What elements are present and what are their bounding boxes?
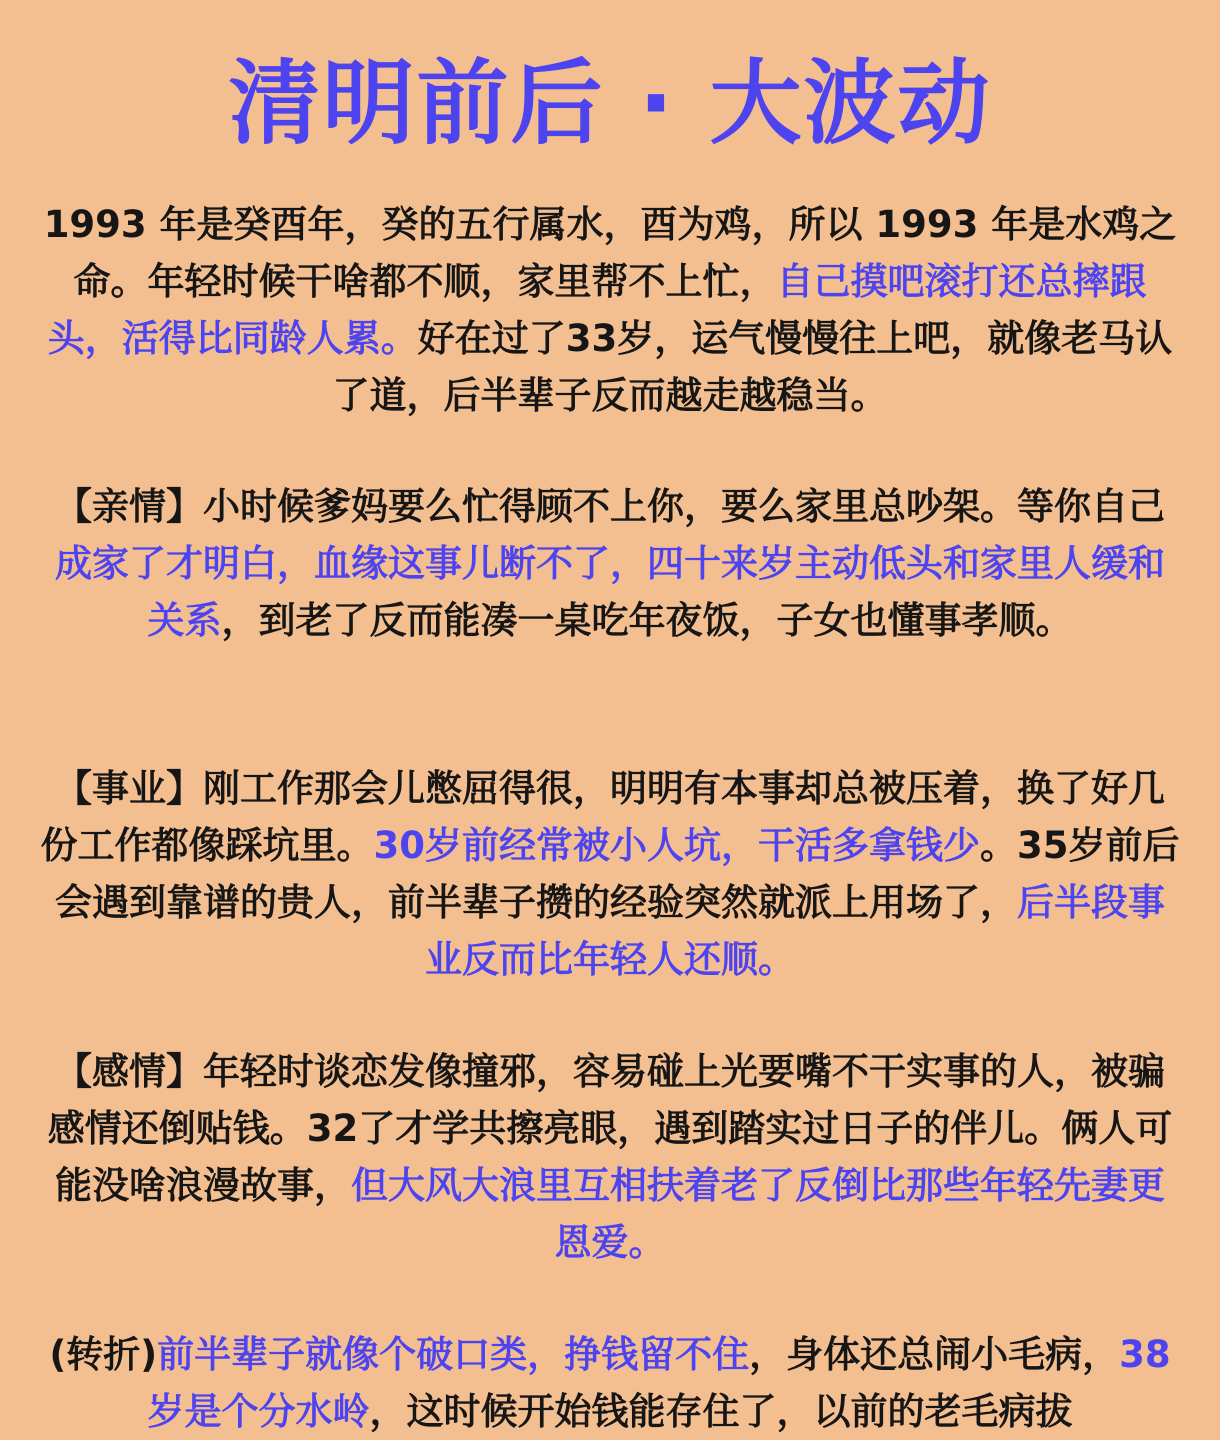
highlighted-text: 但大风大浪里互相扶着老了反倒比那些年轻先妻更恩爱。 bbox=[351, 1164, 1165, 1264]
highlighted-text: 成家了才明白，血缘这事儿断不了，四十来岁主动低头和家里人缓和关系 bbox=[55, 542, 1165, 642]
paragraph-text: 【亲情】小时候爹妈要么忙得顾不上你，要么家里总吵架。等你自己 bbox=[55, 485, 1165, 528]
paragraph-family bbox=[40, 478, 1180, 649]
highlighted-text: 30岁前经常被小人坑，干活多拿钱少 bbox=[373, 824, 980, 867]
paragraph-intro bbox=[40, 196, 1180, 424]
paragraph-text: ，这时候开始钱能存住了，以前的老毛病拔 bbox=[369, 1390, 1073, 1433]
paragraph-text: 。35岁前后会遇到靠谱的贵人，前半辈子攒的经验突然就派上用场了， bbox=[55, 824, 1180, 924]
paragraph-love bbox=[40, 1043, 1180, 1271]
paragraph-text: 【事业】刚工作那会儿憋屈得很，明明有本事却总被压着，换了好几份工作都像踩坑里。 bbox=[40, 767, 1165, 867]
paragraph-text: ，身体还总闹小毛病， bbox=[749, 1333, 1120, 1376]
paragraph-text: 1993 年是癸酉年，癸的五行属水，酉为鸡，所以 1993 年是水鸡之命。年轻时候干啥都不顺，家里帮不上忙， bbox=[43, 203, 1177, 303]
paragraph-text: 好在过了33岁，运气慢慢往上吧，就像老马认了道，后半辈子反而越走越稳当。 bbox=[332, 317, 1173, 417]
paragraph-text: (转折) bbox=[49, 1333, 158, 1376]
highlighted-text: 自己摸吧滚打还总摔跟头，活得比同龄人累。 bbox=[47, 260, 1147, 360]
highlighted-text: 后半段事业反而比年轻人还顺。 bbox=[425, 881, 1165, 981]
paragraph-text: ，到老了反而能凑一桌吃年夜饭，子女也懂事孝顺。 bbox=[221, 599, 1073, 642]
paragraph-career bbox=[40, 760, 1180, 988]
highlighted-text: 前半辈子就像个破口类，挣钱留不住 bbox=[157, 1333, 750, 1376]
paragraph-text: 【感情】年轻时谈恋发像撞邪，容易碰上光要嘴不干实事的人，被骗感情还倒贴钱。32了才学共擦亮眼，遇到踏实过日子的伴儿。俩人可能没啥浪漫故事， bbox=[47, 1050, 1173, 1207]
highlighted-text: 38岁是个分水岭 bbox=[147, 1333, 1171, 1433]
paragraph-turning-point bbox=[40, 1326, 1180, 1440]
page-title: 清明前后 · 大波动 bbox=[228, 50, 992, 157]
